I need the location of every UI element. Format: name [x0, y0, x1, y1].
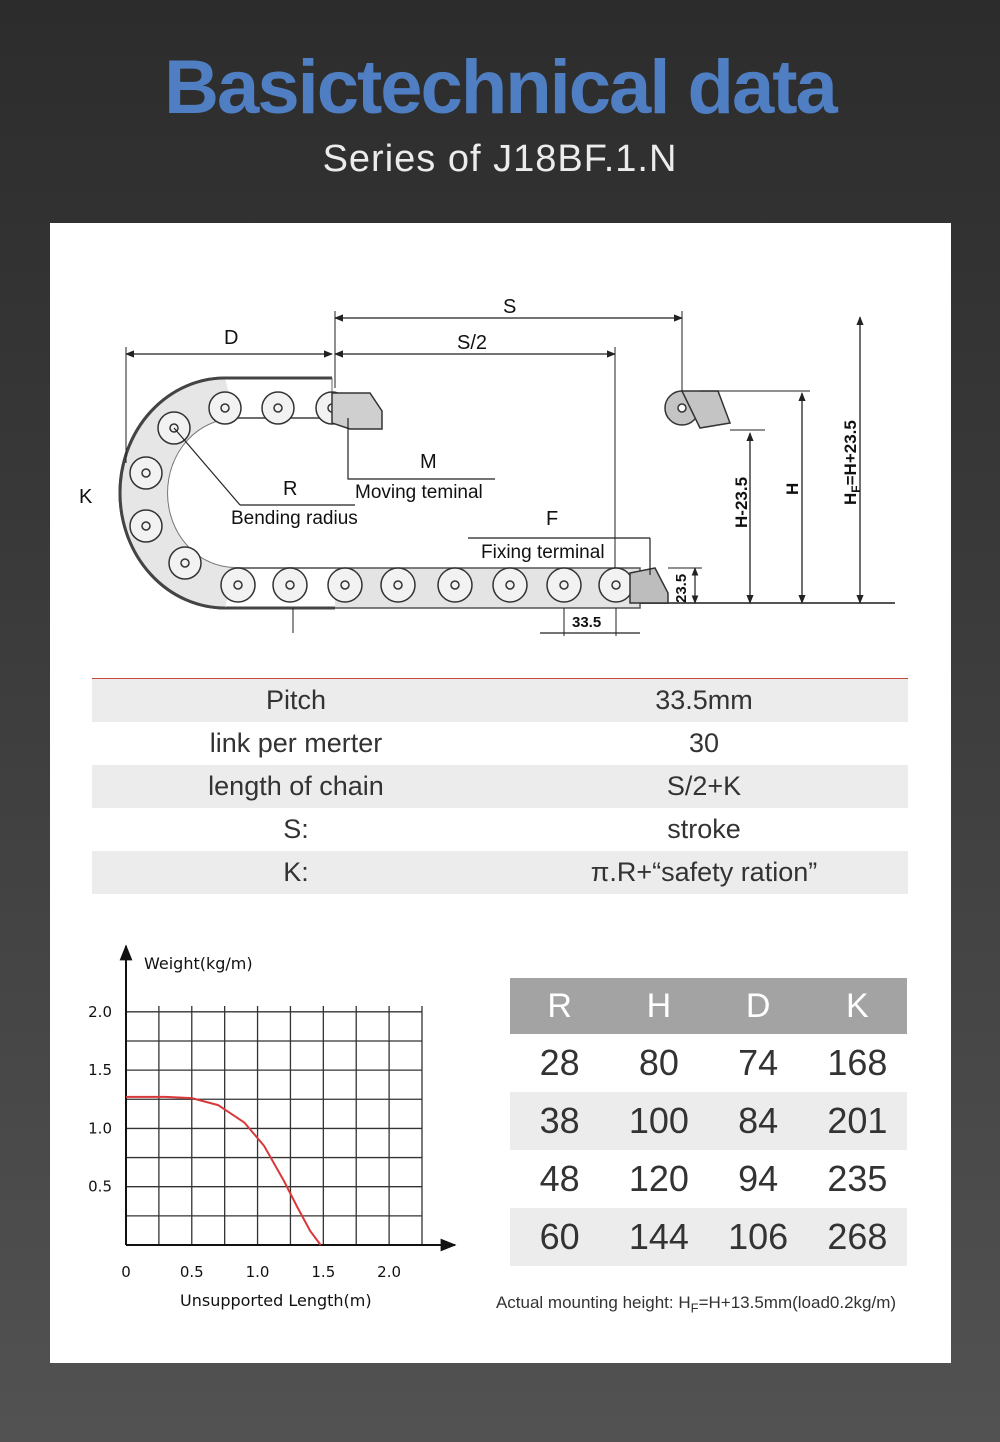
label-moving-terminal: Moving teminal — [355, 482, 483, 503]
cell-r: 60 — [539, 1216, 580, 1257]
y-tick-label: 0.5 — [88, 1177, 112, 1196]
spec-row — [92, 765, 908, 808]
dimension-table — [510, 978, 907, 1266]
spec-label: S: — [283, 814, 309, 844]
header-k: K — [846, 986, 869, 1025]
spec-label: link per merter — [209, 728, 383, 758]
cell-r: 48 — [539, 1158, 580, 1199]
cell-h: 120 — [628, 1158, 689, 1199]
label-h: H — [783, 482, 802, 495]
spec-table — [92, 678, 908, 894]
top-links — [209, 392, 348, 424]
spec-row — [92, 851, 908, 894]
label-fixing-terminal: Fixing terminal — [481, 542, 605, 563]
chart-series-line — [126, 1097, 321, 1245]
label-33-5: 33.5 — [572, 614, 602, 631]
page-title: Basictechnical data — [164, 45, 836, 130]
spec-value: 33.5mm — [655, 685, 753, 715]
spec-value: 30 — [688, 728, 720, 758]
x-tick-label: 0.5 — [179, 1263, 204, 1281]
spec-label: length of chain — [208, 771, 384, 801]
y-tick-label: 2.0 — [88, 1002, 112, 1021]
cell-d: 106 — [728, 1216, 789, 1257]
cell-r: 38 — [539, 1100, 580, 1141]
page-subtitle: Series of J18BF.1.N — [322, 138, 678, 180]
spec-row — [92, 808, 908, 851]
chart-ylabel: Weight(kg/m) — [144, 954, 253, 973]
cell-k: 201 — [827, 1100, 888, 1141]
fixing-terminal-block — [630, 568, 668, 603]
header-r: R — [547, 986, 572, 1025]
header-h: H — [646, 986, 672, 1025]
label-f: F — [546, 508, 559, 530]
weight-chart — [80, 928, 500, 1328]
chart-xlabel: Unsupported Length(m) — [180, 1291, 372, 1310]
label-h-minus: H-23.5 — [732, 476, 751, 528]
label-d: D — [224, 327, 239, 349]
table-row — [510, 1150, 907, 1208]
cell-k: 268 — [827, 1216, 888, 1257]
spec-value: π.R+“safety ration” — [590, 857, 818, 887]
y-tick-label: 1.5 — [88, 1061, 112, 1080]
cell-h: 144 — [628, 1216, 689, 1257]
label-s-half: S/2 — [457, 332, 488, 354]
dimension-table-header — [510, 978, 907, 1034]
spec-row — [92, 722, 908, 765]
content-panel — [50, 223, 951, 1363]
label-s: S — [503, 296, 517, 318]
cell-h: 80 — [638, 1042, 679, 1083]
chain-inner-band — [167, 418, 335, 568]
label-m: M — [420, 451, 437, 473]
x-tick-label: 1.5 — [311, 1263, 336, 1281]
header-d: D — [745, 986, 771, 1025]
label-r: R — [283, 478, 298, 500]
cell-d: 84 — [738, 1100, 779, 1141]
label-23-5: 23.5 — [673, 573, 690, 603]
table-row — [510, 1208, 907, 1266]
spec-value: S/2+K — [666, 771, 742, 801]
cell-k: 168 — [827, 1042, 888, 1083]
table-row — [510, 1092, 907, 1150]
x-tick-label: 0 — [121, 1263, 131, 1281]
y-tick-label: 1.0 — [88, 1119, 112, 1138]
mounting-height-note: Actual mounting height: $H_F=H+13.5mm(load0.2kg/m)$ — [495, 1293, 897, 1316]
cell-h: 100 — [628, 1100, 689, 1141]
x-tick-label: 2.0 — [377, 1263, 402, 1281]
cell-d: 74 — [738, 1042, 779, 1083]
label-hf: $H_F=H+23.5$ — [841, 420, 863, 505]
label-bending-radius: Bending radius — [231, 508, 358, 529]
spec-value: stroke — [667, 814, 741, 844]
cell-d: 94 — [738, 1158, 779, 1199]
x-tick-label: 1.0 — [245, 1263, 270, 1281]
cell-k: 235 — [827, 1158, 888, 1199]
spec-label: K: — [283, 857, 309, 887]
table-row — [510, 1034, 907, 1092]
label-k: K — [79, 486, 93, 508]
spec-label: Pitch — [265, 685, 327, 715]
moving-terminal-bracket — [332, 393, 382, 429]
chain-dimension-diagram — [50, 223, 951, 663]
spec-row — [92, 679, 908, 722]
cell-r: 28 — [539, 1042, 580, 1083]
